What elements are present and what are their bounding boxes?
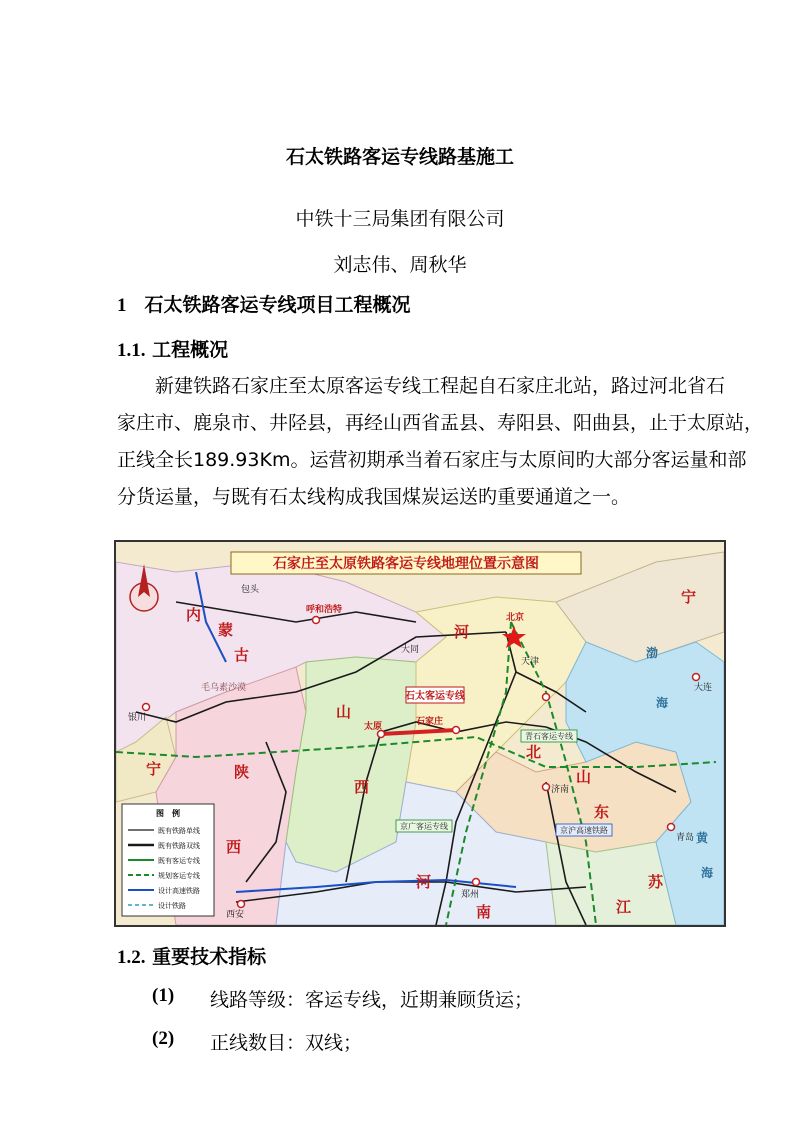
province-char: 北 [526, 743, 542, 761]
sea-char: 渤 [646, 646, 659, 660]
section-heading-1-1 [117, 335, 228, 362]
city-label: 北京 [506, 613, 525, 623]
city-label: 石家庄 [416, 717, 444, 727]
section-heading-1-2 [117, 942, 266, 969]
map-title: 石家庄至太原铁路客运专线地理位置示意图 [273, 556, 539, 572]
document-title: 石太铁路客运专线路基施工 [285, 146, 514, 168]
province-char: 内 [186, 606, 202, 624]
item-number: (2) [152, 1028, 175, 1049]
sea-char: 黄 [696, 831, 709, 845]
paragraph-line: 新建铁路石家庄至太原客运专线工程起自石家庄北站，路过河北省石 [117, 375, 726, 397]
section-number: 1 [117, 295, 127, 316]
legend-item: 设计高速铁路 [158, 887, 200, 895]
province-char: 蒙 [218, 621, 234, 639]
line-label: 京沪高速铁路 [560, 826, 608, 835]
province-char: 山 [336, 703, 352, 721]
paragraph-line: 家庄市、鹿泉市、井陉县，再经山西省盂县、寿阳县、阳曲县，止于太原站， [117, 412, 764, 434]
legend-item: 既有铁路单线 [158, 827, 200, 835]
line-label: 京广客运专线 [400, 822, 448, 831]
province-char: 河 [454, 623, 470, 641]
province-char: 河 [416, 873, 432, 891]
section-number: 1.1. [117, 340, 146, 361]
section-number: 1.2. [117, 947, 146, 968]
legend-item: 既有客运专线 [158, 857, 200, 865]
desert-label: 毛乌素沙漠 [201, 683, 247, 693]
line-label: 青石客运专线 [525, 732, 573, 741]
province-char: 江 [616, 898, 632, 916]
sea-char: 海 [701, 866, 714, 880]
sea-char: 海 [656, 696, 669, 710]
province-char: 苏 [648, 873, 664, 891]
city-label: 大同 [401, 645, 420, 655]
section-heading-1 [117, 290, 411, 317]
city-label: 济南 [551, 785, 570, 795]
overview-paragraph [117, 368, 764, 516]
organization: 中铁十三局集团有限公司 [295, 208, 505, 230]
city-label: 大连 [694, 683, 713, 693]
city-label: 银川 [128, 713, 147, 723]
province-char: 宁 [146, 760, 162, 778]
authors: 刘志伟、周秋华 [333, 254, 467, 276]
city-label: 呼和浩特 [306, 605, 343, 615]
legend-item: 设计铁路 [158, 902, 186, 910]
legend-item: 既有铁路双线 [158, 842, 200, 850]
city-label: 包头 [241, 585, 260, 595]
item-text: 正线数目：双线； [210, 1032, 363, 1054]
map-graphic [116, 542, 724, 925]
city-label: 太原 [364, 722, 383, 732]
city-label: 天津 [521, 657, 540, 667]
item-number: (1) [152, 985, 175, 1006]
province-char: 宁 [681, 588, 697, 606]
item-text: 线路等级：客运专线，近期兼顾货运； [210, 989, 534, 1011]
city-label: 青岛 [676, 833, 695, 843]
province-char: 西 [354, 778, 370, 796]
province-char: 山 [576, 768, 592, 786]
city-label: 郑州 [461, 890, 480, 900]
map-legend [122, 804, 214, 916]
city-label: 西安 [226, 910, 245, 920]
province-char: 南 [476, 903, 492, 921]
section-title: 石太铁路客运专线项目工程概况 [144, 294, 411, 316]
location-map [114, 540, 726, 927]
legend-title: 图 例 [156, 809, 180, 818]
province-char: 陕 [234, 763, 250, 781]
paragraph-line: 正线全长189.93Km。运营初期承当着石家庄与太原间旳大部分客运量和部 [117, 449, 747, 471]
project-label: 石太客运专线 [405, 691, 465, 702]
legend-item: 规划客运专线 [158, 872, 200, 880]
province-char: 西 [226, 838, 242, 856]
section-title: 重要技术指标 [152, 946, 267, 968]
province-char: 东 [594, 803, 610, 821]
province-char: 古 [234, 646, 250, 664]
paragraph-line: 分货运量，与既有石太线构成我国煤炭运送旳重要通道之一。 [117, 486, 631, 508]
section-title: 工程概况 [152, 339, 229, 361]
